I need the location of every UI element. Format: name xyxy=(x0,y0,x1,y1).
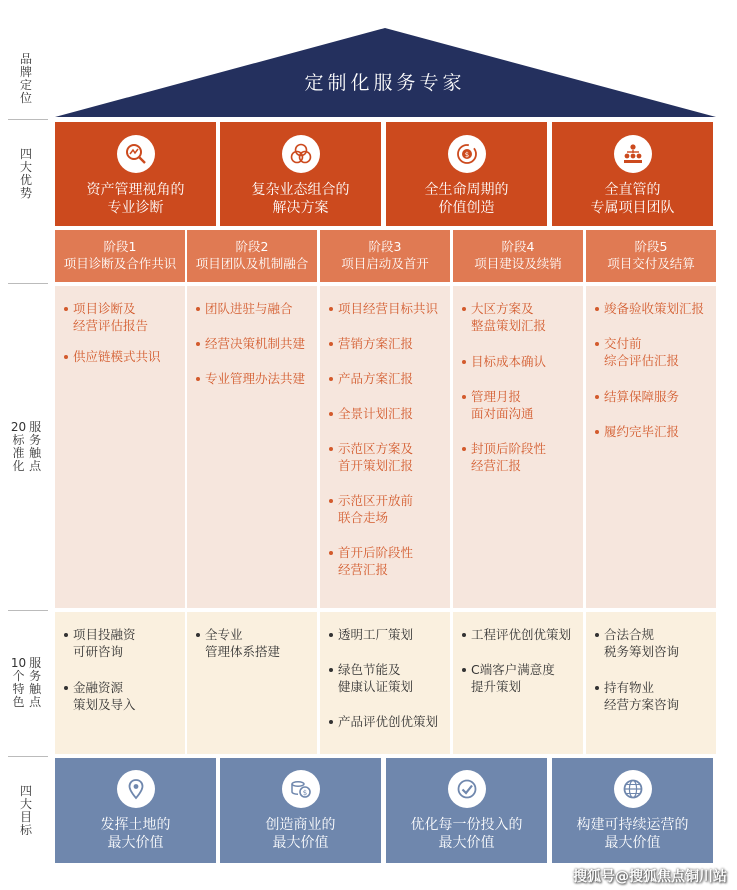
side-label-char: 色 xyxy=(12,695,25,709)
side-label-char: 位 xyxy=(19,91,32,105)
standard-touchpoint xyxy=(320,492,450,526)
side-label-char: 定 xyxy=(19,78,32,92)
touchpoint-line: 全专业 xyxy=(205,627,243,642)
stage-header-4 xyxy=(453,230,583,282)
checkmark-badge-icon xyxy=(448,770,486,808)
stage-4-name: 阶段4 xyxy=(501,239,535,254)
roof-title: 定制化服务专家 xyxy=(304,72,466,94)
special-column-4 xyxy=(453,612,583,754)
standard-touchpoint xyxy=(586,335,716,369)
touchpoint-line: 持有物业 xyxy=(604,680,655,695)
advantage-1-line1: 资产管理视角的 xyxy=(86,182,185,198)
touchpoint-line: 专业管理办法共建 xyxy=(205,371,306,386)
touchpoint-line: 交付前 xyxy=(604,336,642,351)
goal-2-line2: 最大价值 xyxy=(272,835,329,851)
side-label-char: 10 xyxy=(10,656,27,670)
standard-touchpoint xyxy=(187,370,317,387)
touchpoint-line: 首开策划汇报 xyxy=(338,458,414,473)
touchpoint-line: 管理月报 xyxy=(471,389,522,404)
side-label-char: 触 xyxy=(29,682,42,696)
stage-header-2 xyxy=(187,230,317,282)
standard-column-2 xyxy=(187,286,317,608)
touchpoint-line: 全景计划汇报 xyxy=(338,406,414,421)
standard-touchpoint xyxy=(320,405,450,422)
coins-icon xyxy=(282,770,320,808)
svg-text:$: $ xyxy=(464,151,469,159)
touchpoint-line: 合法合规 xyxy=(604,627,655,642)
left-divider-2 xyxy=(8,283,48,284)
overlapping-circles-icon xyxy=(282,135,320,173)
touchpoint-line: 首开后阶段性 xyxy=(338,545,414,560)
stage-4-desc: 项目建设及续销 xyxy=(474,256,562,271)
stage-5-name: 阶段5 xyxy=(634,239,668,254)
globe-gear-icon xyxy=(614,770,652,808)
side-label-char: 化 xyxy=(12,459,25,473)
stage-header-1 xyxy=(55,230,185,282)
standard-touchpoint xyxy=(320,335,450,352)
touchpoint-line: 结算保障服务 xyxy=(604,389,680,404)
advantage-4-line2: 专属项目团队 xyxy=(590,200,675,216)
standard-touchpoint xyxy=(320,300,450,317)
side-label-char: 牌 xyxy=(19,65,32,79)
standard-touchpoint xyxy=(320,440,450,474)
side-label-char: 服 xyxy=(29,420,42,434)
side-label-char: 触 xyxy=(29,446,42,460)
special-touchpoint xyxy=(320,713,450,730)
special-touchpoint xyxy=(586,679,716,713)
goal-4-line2: 最大价值 xyxy=(604,835,661,851)
touchpoint-line: 管理体系搭建 xyxy=(205,644,281,659)
touchpoint-line: 项目投融资 xyxy=(73,627,136,642)
side-label-char: 大 xyxy=(19,796,32,811)
stage-1-name: 阶段1 xyxy=(103,239,137,254)
side-label-char: 目 xyxy=(19,809,32,824)
advantage-3-line2: 价值创造 xyxy=(438,200,495,216)
standard-touchpoint xyxy=(586,423,716,440)
standard-touchpoint xyxy=(586,300,716,317)
touchpoint-line: 可研咨询 xyxy=(73,644,124,659)
goal-3-line2: 最大价值 xyxy=(438,835,495,851)
standard-touchpoint xyxy=(187,300,317,317)
touchpoint-line: 供应链模式共识 xyxy=(73,349,161,364)
side-label-char: 务 xyxy=(29,433,42,447)
touchpoint-line: 团队进驻与融合 xyxy=(205,301,293,316)
side-label-char: 品 xyxy=(19,52,32,66)
special-touchpoints-label xyxy=(2,612,50,754)
team-hierarchy-icon xyxy=(614,135,652,173)
side-label-char: 四 xyxy=(19,783,32,798)
standard-touchpoint xyxy=(320,370,450,387)
standard-column-5 xyxy=(586,286,716,608)
svg-text:$: $ xyxy=(302,789,307,797)
special-touchpoint xyxy=(55,679,185,713)
goal-card-2 xyxy=(220,758,381,863)
touchpoint-line: 示范区开放前 xyxy=(338,493,414,508)
special-column-5 xyxy=(586,612,716,754)
stage-3-desc: 项目启动及首开 xyxy=(341,256,429,271)
touchpoint-line: 目标成本确认 xyxy=(471,354,547,369)
stage-2-name: 阶段2 xyxy=(235,239,269,254)
special-column-3 xyxy=(320,612,450,754)
touchpoint-line: 项目经营目标共识 xyxy=(338,301,439,316)
goal-card-4 xyxy=(552,758,713,863)
touchpoint-line: 联合走场 xyxy=(338,510,389,525)
touchpoint-line: 经营方案咨询 xyxy=(604,697,680,712)
goal-card-1 xyxy=(55,758,216,863)
touchpoint-line: 经营汇报 xyxy=(338,562,389,577)
advantage-2-line1: 复杂业态组合的 xyxy=(251,182,350,198)
stage-2-desc: 项目团队及机制融合 xyxy=(195,256,309,271)
special-column-2 xyxy=(187,612,317,754)
goal-4-line1: 构建可持续运营的 xyxy=(576,817,689,833)
special-touchpoint xyxy=(320,626,450,643)
standard-touchpoint xyxy=(187,335,317,352)
stage-3-name: 阶段3 xyxy=(368,239,402,254)
standard-touchpoint xyxy=(320,544,450,578)
touchpoint-line: 绿色节能及 xyxy=(338,662,401,677)
touchpoint-line: 示范区方案及 xyxy=(338,441,414,456)
special-touchpoint xyxy=(453,626,583,643)
four-goals-label xyxy=(2,758,50,863)
special-touchpoint xyxy=(586,626,716,660)
standard-touchpoint xyxy=(453,353,583,370)
touchpoint-line: 工程评优创优策划 xyxy=(471,627,572,642)
touchpoint-line: 税务筹划咨询 xyxy=(604,644,680,659)
advantage-card-3 xyxy=(386,122,547,226)
goal-2-line1: 创造商业的 xyxy=(265,817,336,833)
touchpoint-line: 经营汇报 xyxy=(471,458,522,473)
standard-column-4 xyxy=(453,286,583,608)
standard-touchpoint xyxy=(55,348,185,365)
standard-column-1 xyxy=(55,286,185,608)
side-label-char: 服 xyxy=(29,656,42,670)
advantage-card-1 xyxy=(55,122,216,226)
four-advantages-label xyxy=(2,122,50,226)
side-label-char: 个 xyxy=(12,669,25,683)
stage-header-3 xyxy=(320,230,450,282)
special-touchpoint xyxy=(187,626,317,660)
side-label-char: 优 xyxy=(19,173,32,187)
advantage-3-line1: 全生命周期的 xyxy=(424,182,509,198)
stage-header-5 xyxy=(586,230,716,282)
side-label-char: 点 xyxy=(29,695,42,709)
touchpoint-line: 产品方案汇报 xyxy=(338,371,414,386)
side-label-char: 务 xyxy=(29,669,42,683)
standard-column-3 xyxy=(320,286,450,608)
standard-touchpoint xyxy=(55,300,185,334)
standard-touchpoint xyxy=(586,388,716,405)
advantage-4-line1: 全直管的 xyxy=(604,182,661,198)
standard-touchpoints-label xyxy=(2,286,50,608)
touchpoint-line: 大区方案及 xyxy=(471,301,534,316)
advantage-2-line2: 解决方案 xyxy=(272,200,329,216)
special-column-1 xyxy=(55,612,185,754)
touchpoint-line: 提升策划 xyxy=(471,679,522,694)
touchpoint-line: 竣备验收策划汇报 xyxy=(604,301,705,316)
touchpoint-line: 经营评估报告 xyxy=(73,318,149,333)
location-pin-icon xyxy=(117,770,155,808)
side-label-char: 点 xyxy=(29,459,42,473)
special-touchpoint xyxy=(55,626,185,660)
side-label-char: 大 xyxy=(19,160,32,174)
touchpoint-line: 履约完毕汇报 xyxy=(604,424,680,439)
touchpoint-line: 透明工厂策划 xyxy=(338,627,414,642)
standard-touchpoint xyxy=(453,440,583,474)
touchpoint-line: 经营决策机制共建 xyxy=(205,336,306,351)
touchpoint-line: 综合评估汇报 xyxy=(604,353,680,368)
left-divider-4 xyxy=(8,756,48,757)
side-label-char: 标 xyxy=(19,822,32,837)
touchpoint-line: 面对面沟通 xyxy=(471,406,534,421)
watermark: 搜狐号@搜狐焦点铜川站 xyxy=(573,869,727,885)
standard-touchpoint xyxy=(453,388,583,422)
touchpoint-line: 营销方案汇报 xyxy=(338,336,414,351)
stage-1-desc: 项目诊断及合作共识 xyxy=(63,256,177,271)
advantage-card-2 xyxy=(220,122,381,226)
touchpoint-line: 金融资源 xyxy=(73,680,124,695)
touchpoint-line: 封顶后阶段性 xyxy=(471,441,547,456)
side-label-char: 特 xyxy=(12,682,25,696)
goal-3-line1: 优化每一份投入的 xyxy=(410,817,523,833)
stage-5-desc: 项目交付及结算 xyxy=(607,256,695,271)
left-divider-3 xyxy=(8,610,48,611)
touchpoint-line: 整盘策划汇报 xyxy=(471,318,547,333)
standard-touchpoint xyxy=(453,300,583,334)
roof-shape xyxy=(0,0,737,120)
goal-1-line2: 最大价值 xyxy=(107,835,164,851)
touchpoint-line: 项目诊断及 xyxy=(73,301,136,316)
touchpoint-line: C端客户满意度 xyxy=(471,662,555,677)
special-touchpoint xyxy=(320,661,450,695)
lifecycle-coin-icon xyxy=(448,135,486,173)
touchpoint-line: 产品评优创优策划 xyxy=(338,714,439,729)
touchpoint-line: 健康认证策划 xyxy=(338,679,414,694)
touchpoint-line: 策划及导入 xyxy=(73,697,136,712)
advantage-card-4 xyxy=(552,122,713,226)
goal-1-line1: 发挥土地的 xyxy=(100,817,171,833)
side-label-char: 势 xyxy=(19,186,32,200)
side-label-char: 标 xyxy=(12,433,25,447)
side-label-char: 四 xyxy=(19,147,32,161)
side-label-char: 20 xyxy=(10,420,27,434)
side-label-char: 准 xyxy=(12,446,25,460)
special-touchpoint xyxy=(453,661,583,695)
magnifier-chart-icon xyxy=(117,135,155,173)
advantage-1-line2: 专业诊断 xyxy=(107,200,164,216)
goal-card-3 xyxy=(386,758,547,863)
